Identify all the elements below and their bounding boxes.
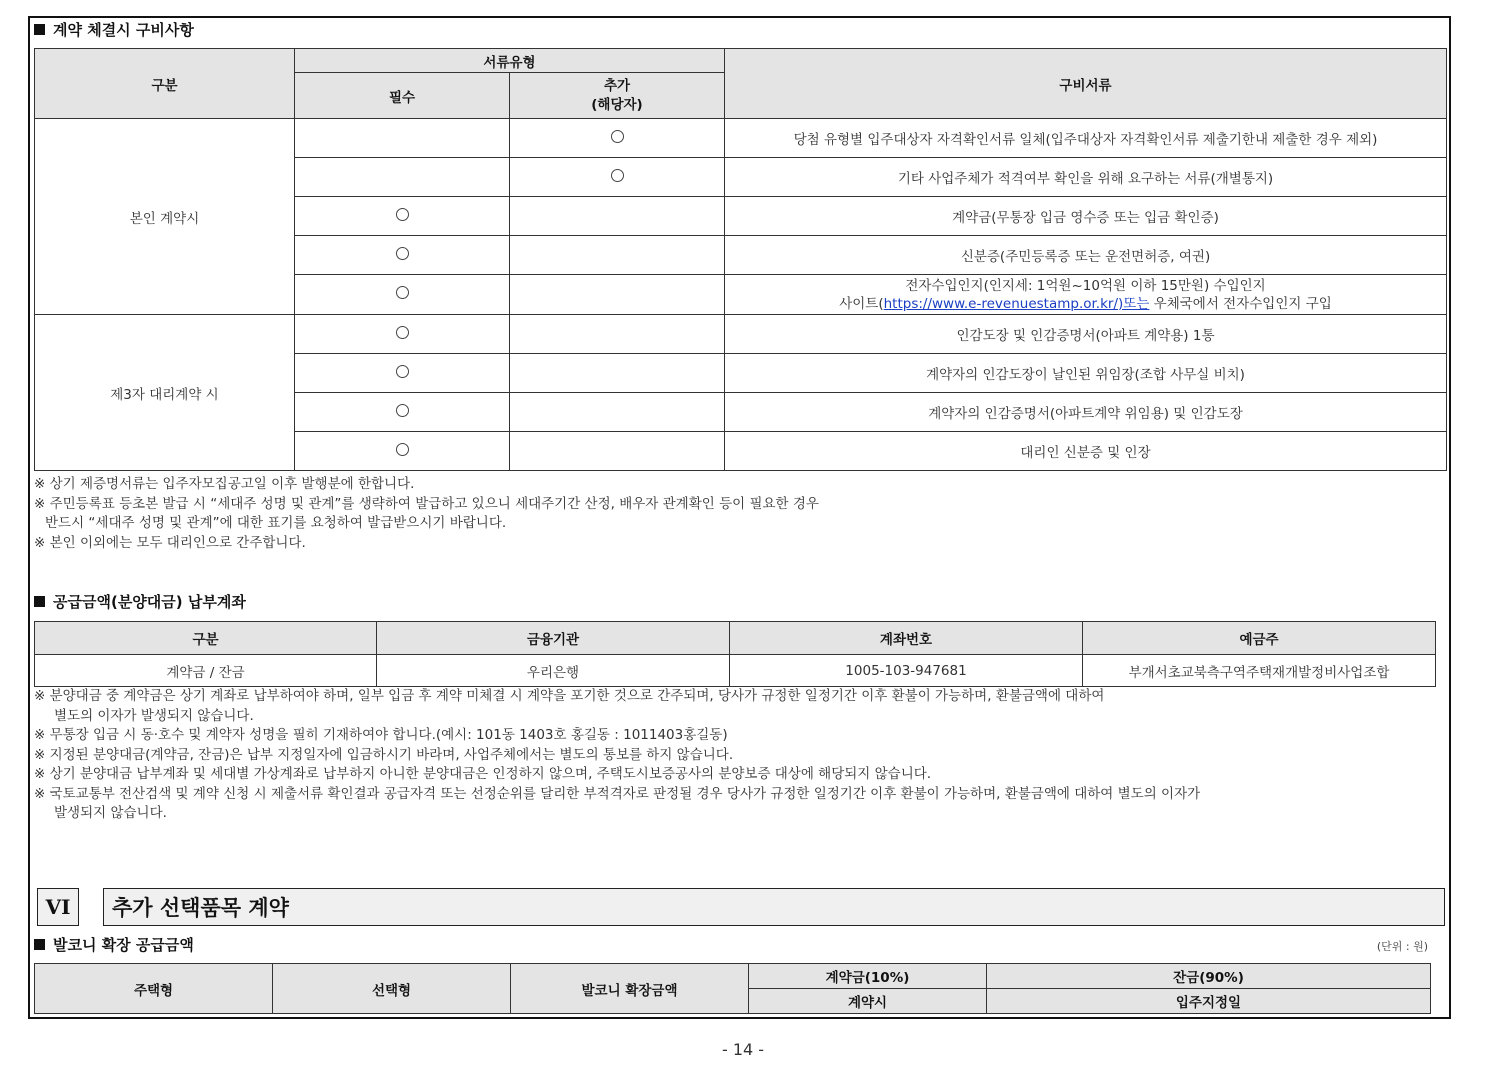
payment-account-title: 공급금액(분양대금) 납부계좌: [34, 591, 246, 612]
required-cell: [295, 432, 510, 471]
required-cell: [295, 275, 510, 315]
payment-account-table: [34, 621, 1436, 687]
header-deposit-when: 계약시: [749, 989, 987, 1014]
unit-label: (단위 : 원): [1376, 940, 1428, 953]
note-line: ※ 본인 이외에는 모두 대리인으로 간주합니다.: [34, 534, 306, 551]
group-label-proxy: 제3자 대리계약 시: [35, 315, 295, 471]
header-house-type: 주택형: [35, 964, 273, 1014]
additional-cell: [510, 315, 725, 354]
header-account-holder: 예금주: [1083, 622, 1436, 655]
balcony-table: [34, 963, 1431, 1014]
contract-docs-notes: [34, 475, 819, 553]
additional-cell: [510, 197, 725, 236]
table-row: [35, 119, 1447, 158]
contract-docs-title: 계약 체결시 구비사항: [34, 19, 194, 40]
header-balcony-amount: 발코니 확장금액: [511, 964, 749, 1014]
note-line: ※ 국토교통부 전산검색 및 계약 신청 시 제출서류 확인결과 공급자격 또는 선정순위를 달리한 부적격자로 판정될 경우 당사가 규정한 일정기간 이후 환불이 가능하며, 환불금액에 대하여 별도의 이자가: [34, 785, 1201, 802]
additional-cell: [510, 393, 725, 432]
required-cell: [295, 393, 510, 432]
page-number: - 14 -: [721, 1040, 765, 1059]
header-category: 구분: [35, 622, 377, 655]
note-line: ※ 무통장 입금 시 동·호수 및 계약자 성명을 필히 기재하여야 합니다.(예시: 101동 1403호 홍길동 : 1011403홍길동): [34, 727, 728, 743]
doc-cell: 대리인 신분증 및 인장: [725, 432, 1447, 471]
contract-docs-table: [34, 48, 1447, 471]
doc-cell: 인감도장 및 인감증명서(아파트 계약용) 1통: [725, 315, 1447, 354]
additional-cell: [510, 432, 725, 471]
account-number: 1005-103-947681: [730, 655, 1083, 687]
header-bank: 금융기관: [377, 622, 730, 655]
payment-category: 계약금 / 잔금: [35, 655, 377, 687]
header-deposit: 계약금(10%): [749, 964, 987, 989]
group-label-self: 본인 계약시: [35, 119, 295, 315]
circle-mark-icon: [396, 365, 409, 378]
doc-cell: 신분증(주민등록증 또는 운전면허증, 여권): [725, 236, 1447, 275]
header-balance-when: 입주지정일: [987, 989, 1431, 1014]
square-bullet-icon: [34, 24, 45, 35]
additional-cell: [510, 158, 725, 197]
payment-notes: [34, 687, 1200, 824]
doc-cell: 계약자의 인감도장이 날인된 위임장(조합 사무실 비치): [725, 354, 1447, 393]
required-cell: [295, 315, 510, 354]
circle-mark-icon: [611, 130, 624, 143]
additional-cell: [510, 236, 725, 275]
header-account-number: 계좌번호: [730, 622, 1083, 655]
header-documents: 구비서류: [725, 49, 1447, 119]
required-cell: [295, 158, 510, 197]
doc-cell: 당첨 유형별 입주대상자 자격확인서류 일체(입주대상자 자격확인서류 제출기한내 제출한 경우 제외): [725, 119, 1447, 158]
note-line: 발생되지 않습니다.: [54, 805, 167, 821]
circle-mark-icon: [396, 208, 409, 221]
required-cell: [295, 354, 510, 393]
account-holder: 부개서초교북측구역주택재개발정비사업조합: [1083, 655, 1436, 687]
square-bullet-icon: [34, 939, 45, 950]
circle-mark-icon: [611, 169, 624, 182]
note-line: 별도의 이자가 발생되지 않습니다.: [54, 707, 254, 724]
required-cell: [295, 197, 510, 236]
circle-mark-icon: [396, 404, 409, 417]
required-cell: [295, 119, 510, 158]
note-line: ※ 주민등록표 등초본 발급 시 “세대주 성명 및 관계”를 생략하여 발급하고 있으니 세대주기간 산정, 배우자 관계확인 등이 필요한 경우: [34, 495, 819, 512]
table-row: [35, 655, 1436, 687]
circle-mark-icon: [396, 286, 409, 299]
balcony-title: 발코니 확장 공급금액: [34, 934, 194, 955]
header-balance: 잔금(90%): [987, 964, 1431, 989]
header-required: 필수: [295, 73, 510, 119]
note-line: ※ 지정된 분양대금(계약금, 잔금)은 납부 지정일자에 입금하시기 바라며, 사업주체에서는 별도의 통보를 하지 않습니다.: [34, 746, 734, 763]
note-line: 반드시 “세대주 성명 및 관계”에 대한 표기를 요청하여 발급받으시기 바랍니다.: [45, 515, 507, 531]
revenue-stamp-link[interactable]: https://www.e-revenuestamp.or.kr/)또는: [883, 295, 1150, 312]
note-line: ※ 상기 제증명서류는 입주자모집공고일 이후 발행분에 한합니다.: [34, 476, 415, 492]
header-additional: 추가 (해당자): [510, 73, 725, 119]
doc-cell: 계약자의 인감증명서(아파트계약 위임용) 및 인감도장: [725, 393, 1447, 432]
bank-name: 우리은행: [377, 655, 730, 687]
additional-cell: [510, 354, 725, 393]
circle-mark-icon: [396, 443, 409, 456]
doc-cell: 계약금(무통장 입금 영수증 또는 입금 확인증): [725, 197, 1447, 236]
table-row: [35, 315, 1447, 354]
section-title: 추가 선택품목 계약: [103, 888, 1445, 926]
header-category: 구분: [35, 49, 295, 119]
doc-cell: 기타 사업주체가 적격여부 확인을 위해 요구하는 서류(개별통지): [725, 158, 1447, 197]
additional-cell: [510, 275, 725, 315]
section-number: VI: [37, 888, 79, 926]
additional-cell: [510, 119, 725, 158]
header-doc-type: 서류유형: [295, 49, 725, 73]
circle-mark-icon: [396, 326, 409, 339]
note-line: ※ 상기 분양대금 납부계좌 및 세대별 가상계좌로 납부하지 아니한 분양대금은 인정하지 않으며, 주택도시보증공사의 분양보증 대상에 해당되지 않습니다.: [34, 766, 932, 782]
circle-mark-icon: [396, 247, 409, 260]
square-bullet-icon: [34, 596, 45, 607]
doc-cell: 전자수입인지(인지세: 1억원~10억원 이하 15만원) 수입인지 사이트(https://www.e-revenuestamp.or.kr/)또는 우체국에서 전자수입인지 구입: [725, 275, 1447, 315]
note-line: ※ 분양대금 중 계약금은 상기 계좌로 납부하여야 하며, 일부 입금 후 계약 미체결 시 계약을 포기한 것으로 간주되며, 당사가 규정한 일정기간 이후 환불이 가능하며, 환불금액에 대하여: [34, 688, 1105, 704]
header-option-type: 선택형: [273, 964, 511, 1014]
required-cell: [295, 236, 510, 275]
